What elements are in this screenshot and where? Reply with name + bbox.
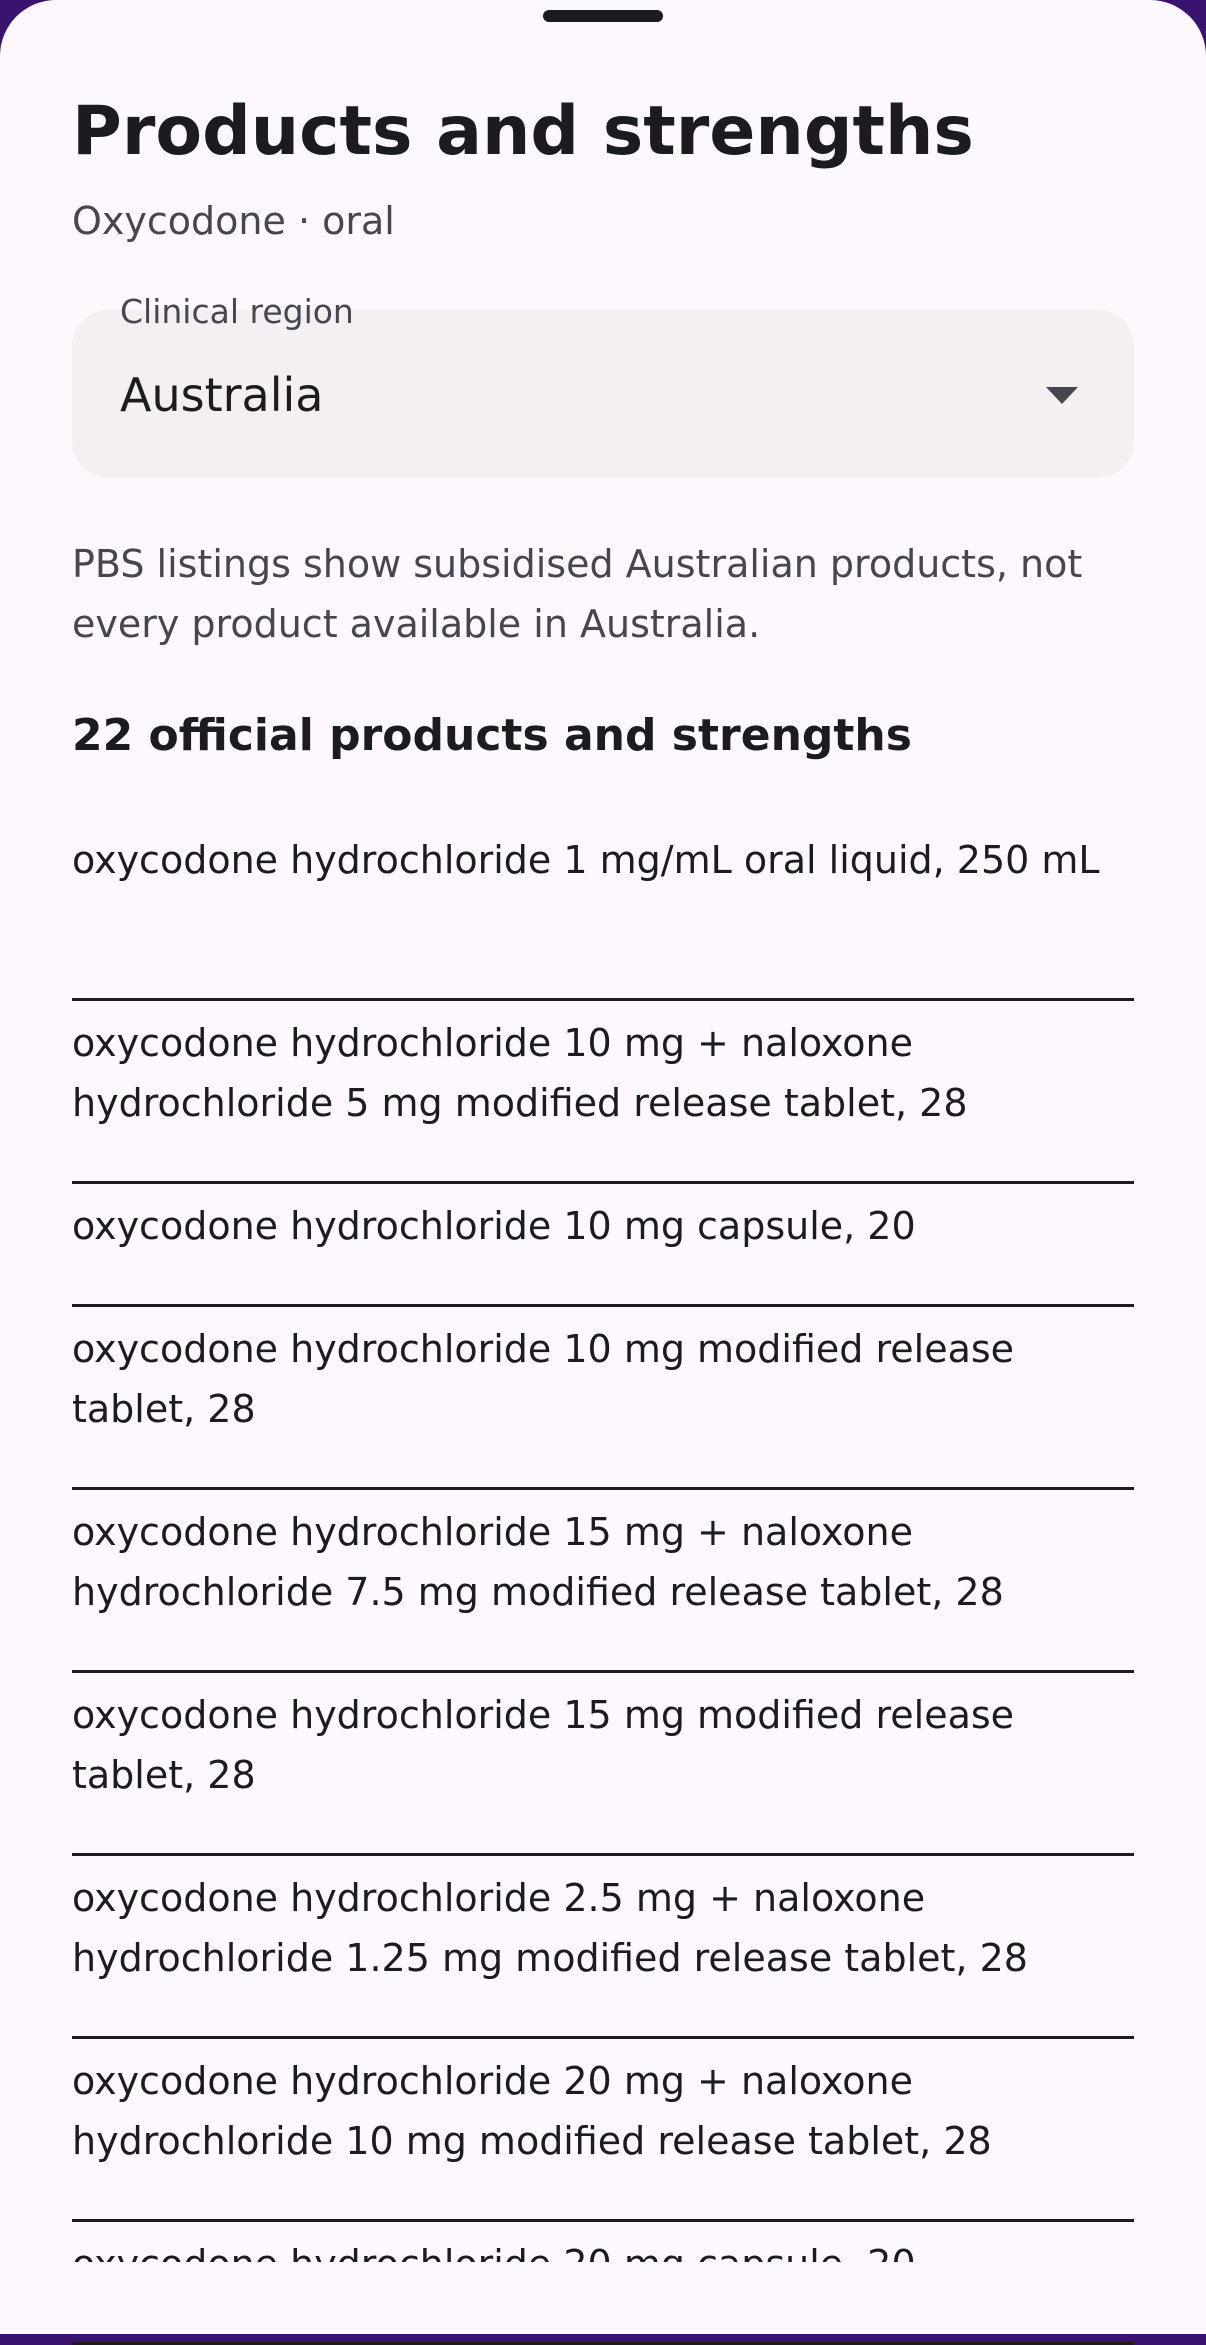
sheet-title: Products and strengths [72,92,974,171]
list-item[interactable]: oxycodone hydrochloride 1 mg/mL oral liquid, 250 mL [72,818,1134,1001]
drag-handle[interactable] [543,10,663,22]
list-item[interactable]: oxycodone hydrochloride 15 mg modified release tablet, 28 [72,1673,1134,1856]
bottom-fade [0,2262,1206,2334]
sheet-subtitle: Oxycodone · oral [72,199,395,243]
arrow-drop-down-icon[interactable] [1046,387,1078,404]
list-item[interactable]: oxycodone hydrochloride 2.5 mg + naloxone hydrochloride 1.25 mg modified release tablet, 28 [72,1856,1134,2039]
clinical-region-select[interactable] [72,292,1134,478]
clinical-region-value: Australia [120,368,324,422]
list-item[interactable]: oxycodone hydrochloride 15 mg + naloxone hydrochloride 7.5 mg modified release tablet, 28 [72,1490,1134,1673]
clinical-region-label: Clinical region [120,292,354,331]
products-list [72,818,1134,2258]
products-count-heading: 22 official products and strengths [72,710,912,761]
list-item[interactable]: oxycodone hydrochloride 20 mg + naloxone hydrochloride 10 mg modified release tablet, 28 [72,2039,1134,2222]
list-item[interactable]: oxycodone hydrochloride 10 mg modified release tablet, 28 [72,1307,1134,1490]
list-item[interactable]: oxycodone hydrochloride 10 mg + naloxone hydrochloride 5 mg modified release tablet, 28 [72,1001,1134,1184]
list-item[interactable]: oxycodone hydrochloride 10 mg capsule, 20 [72,1184,1134,1307]
pbs-note: PBS listings show subsidised Australian products, not every product available in Australia. [72,542,1083,646]
